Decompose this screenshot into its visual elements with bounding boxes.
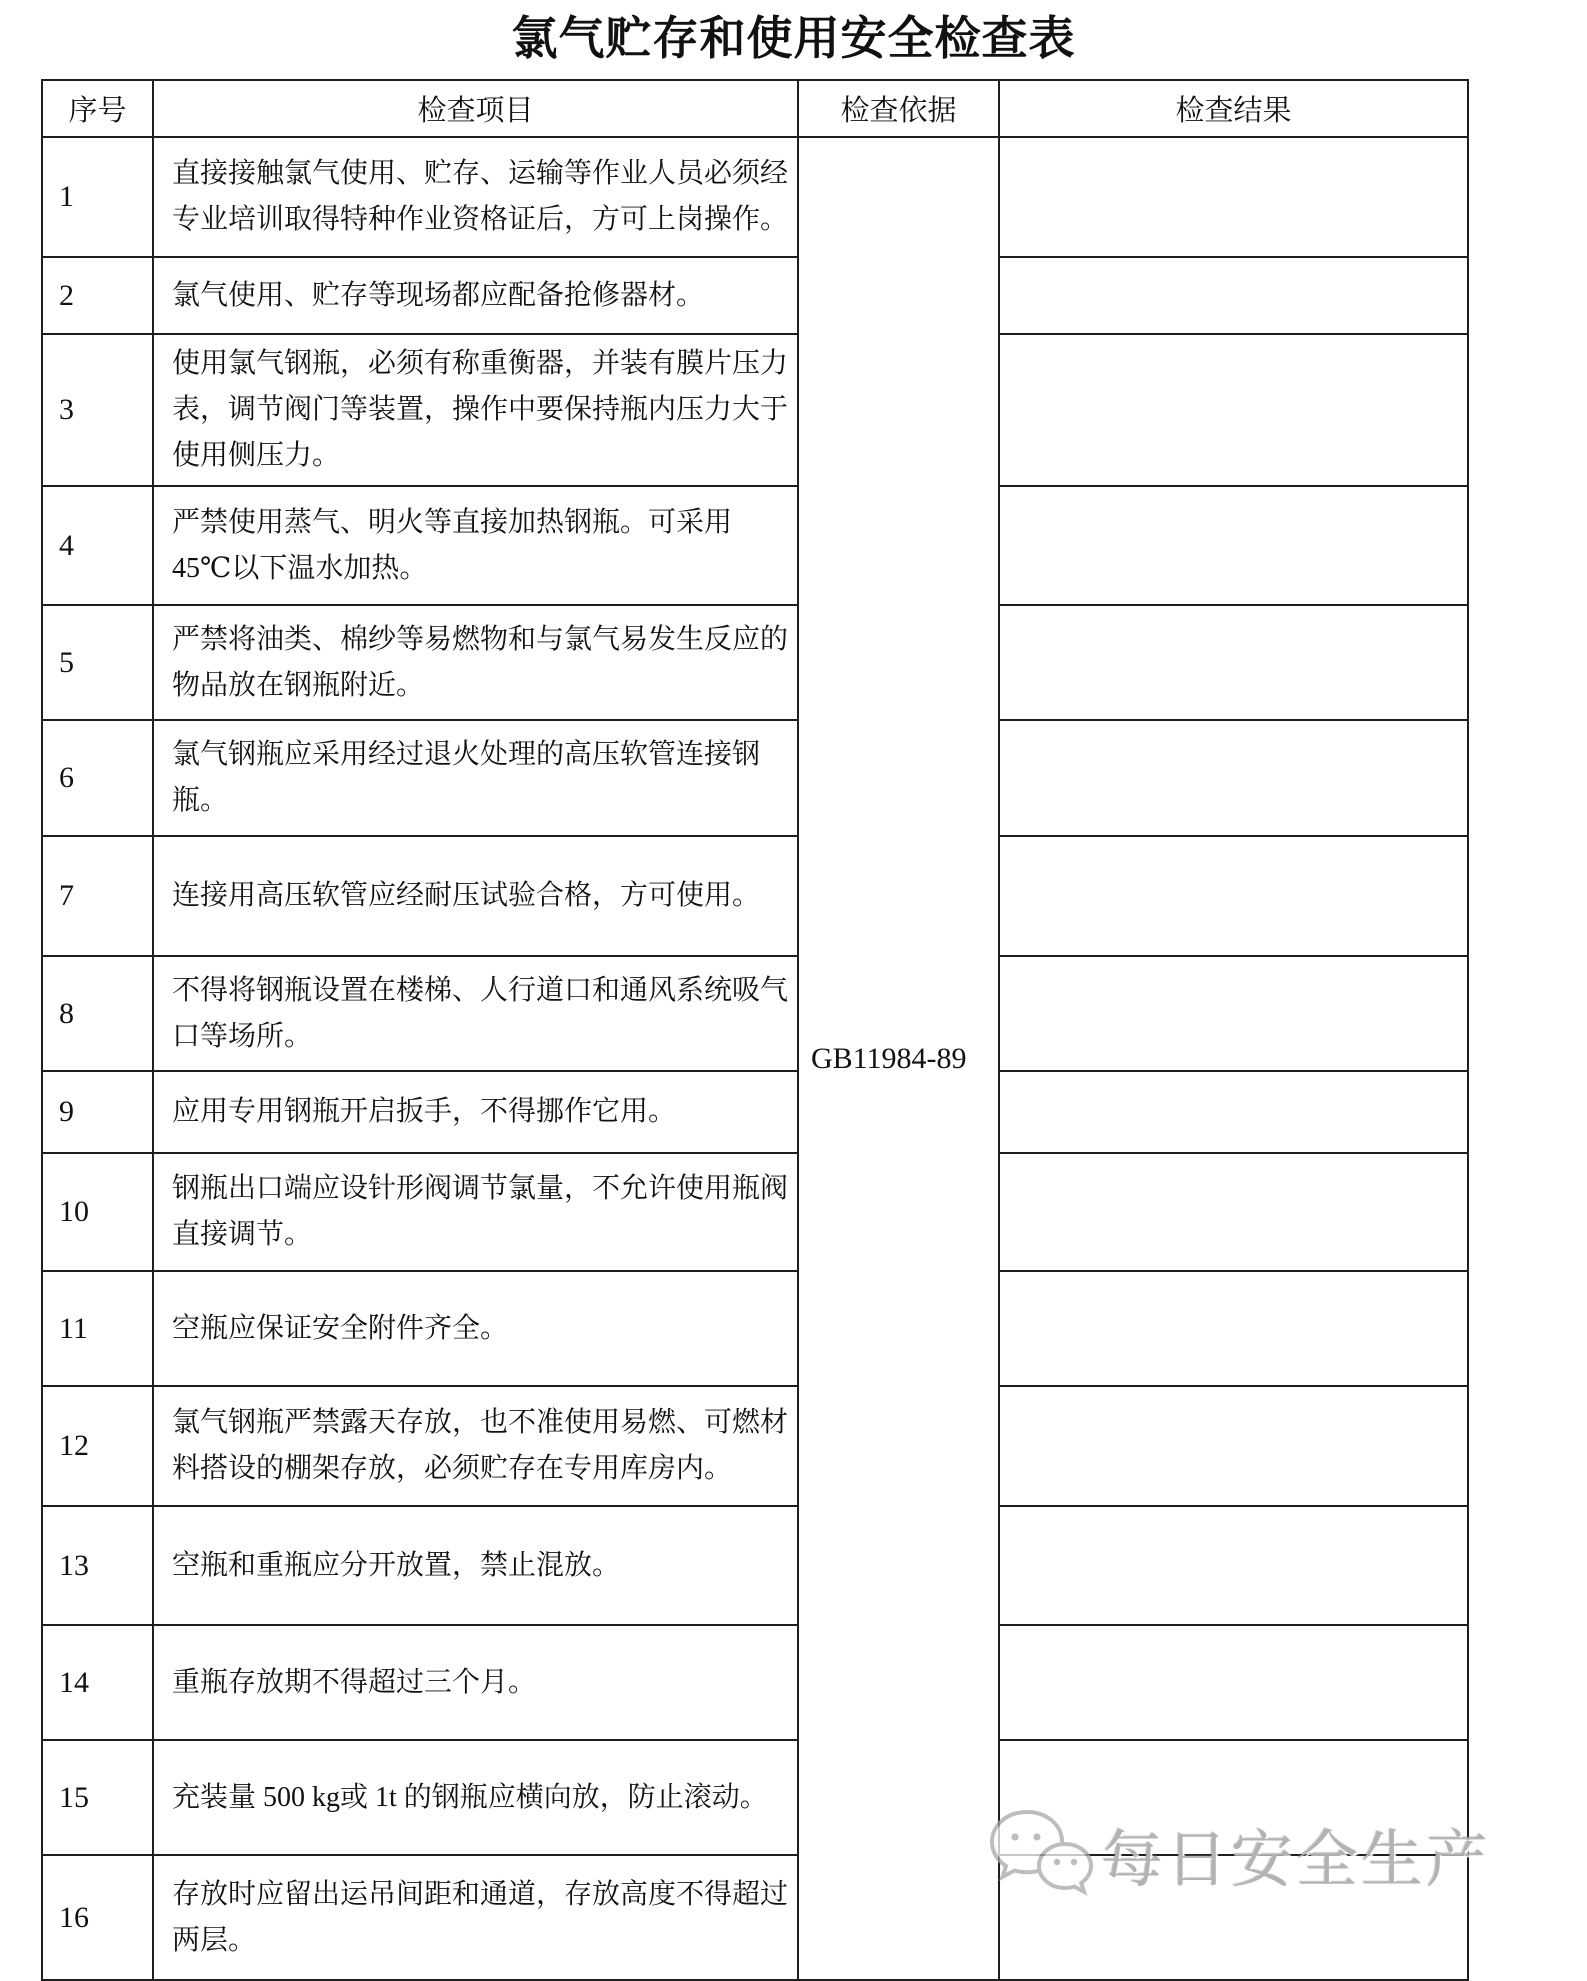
header-row — [42, 80, 1468, 137]
page-title: 氯气贮存和使用安全检查表 — [511, 13, 1076, 64]
row-index-cell: 5 — [42, 605, 153, 720]
col-header-item: 检查项目 — [153, 80, 798, 137]
col-header-result: 检查结果 — [999, 80, 1468, 137]
row-index-cell: 9 — [42, 1071, 153, 1153]
check-item-cell: 充装量 500 kg或 1t 的钢瓶应横向放，防止滚动。 — [153, 1740, 798, 1855]
table-row — [42, 1625, 1468, 1740]
col-header-basis: 检查依据 — [798, 80, 999, 137]
check-result-cell[interactable] — [999, 836, 1468, 956]
check-result-cell[interactable] — [999, 720, 1468, 836]
check-item-cell: 连接用高压软管应经耐压试验合格，方可使用。 — [153, 836, 798, 956]
check-item-cell: 不得将钢瓶设置在楼梯、人行道口和通风系统吸气口等场所。 — [153, 956, 798, 1071]
check-item-cell: 应用专用钢瓶开启扳手，不得挪作它用。 — [153, 1071, 798, 1153]
col-header-index: 序号 — [42, 80, 153, 137]
check-item-cell: 使用氯气钢瓶，必须有称重衡器，并装有膜片压力表，调节阀门等装置，操作中要保持瓶内压力大于使用侧压力。 — [153, 334, 798, 486]
row-index-cell: 8 — [42, 956, 153, 1071]
check-item-cell: 严禁使用蒸气、明火等直接加热钢瓶。可采用 45℃以下温水加热。 — [153, 486, 798, 605]
row-index-cell: 12 — [42, 1386, 153, 1506]
table-row — [42, 334, 1468, 486]
table-row — [42, 137, 1468, 257]
check-result-cell[interactable] — [999, 1386, 1468, 1506]
check-result-cell[interactable] — [999, 1625, 1468, 1740]
check-result-cell[interactable] — [999, 1855, 1468, 1980]
table-row — [42, 720, 1468, 836]
row-index-cell: 1 — [42, 137, 153, 257]
row-index-cell: 4 — [42, 486, 153, 605]
table-row — [42, 1386, 1468, 1506]
row-index-cell: 2 — [42, 257, 153, 334]
check-item-cell: 氯气使用、贮存等现场都应配备抢修器材。 — [153, 257, 798, 334]
table-row — [42, 257, 1468, 334]
inspection-table — [41, 79, 1469, 1981]
check-item-cell: 直接接触氯气使用、贮存、运输等作业人员必须经专业培训取得特种作业资格证后，方可上岗操作。 — [153, 137, 798, 257]
check-item-cell: 存放时应留出运吊间距和通道，存放高度不得超过两层。 — [153, 1855, 798, 1980]
table-row — [42, 1271, 1468, 1386]
check-basis-cell: GB11984-89 — [798, 137, 999, 1980]
check-item-cell: 严禁将油类、棉纱等易燃物和与氯气易发生反应的物品放在钢瓶附近。 — [153, 605, 798, 720]
table-row — [42, 836, 1468, 956]
check-result-cell[interactable] — [999, 1271, 1468, 1386]
watermark-text: 每日安全生产 — [1101, 1827, 1492, 1895]
row-index-cell: 10 — [42, 1153, 153, 1271]
table-row — [42, 486, 1468, 605]
table-row — [42, 1855, 1468, 1980]
table-row — [42, 956, 1468, 1071]
table-row — [42, 1071, 1468, 1153]
row-index-cell: 11 — [42, 1271, 153, 1386]
table-row — [42, 605, 1468, 720]
check-result-cell[interactable] — [999, 486, 1468, 605]
row-index-cell: 16 — [42, 1855, 153, 1980]
table-row — [42, 1506, 1468, 1625]
row-index-cell: 14 — [42, 1625, 153, 1740]
check-item-cell: 氯气钢瓶应采用经过退火处理的高压软管连接钢瓶。 — [153, 720, 798, 836]
row-index-cell: 6 — [42, 720, 153, 836]
check-result-cell[interactable] — [999, 1740, 1468, 1855]
row-index-cell: 3 — [42, 334, 153, 486]
row-index-cell: 15 — [42, 1740, 153, 1855]
check-result-cell[interactable] — [999, 1153, 1468, 1271]
check-result-cell[interactable] — [999, 1071, 1468, 1153]
check-item-cell: 钢瓶出口端应设针形阀调节氯量，不允许使用瓶阀直接调节。 — [153, 1153, 798, 1271]
table-row — [42, 1153, 1468, 1271]
check-item-cell: 重瓶存放期不得超过三个月。 — [153, 1625, 798, 1740]
row-index-cell: 13 — [42, 1506, 153, 1625]
check-result-cell[interactable] — [999, 956, 1468, 1071]
check-result-cell[interactable] — [999, 1506, 1468, 1625]
check-result-cell[interactable] — [999, 257, 1468, 334]
check-result-cell[interactable] — [999, 137, 1468, 257]
row-index-cell: 7 — [42, 836, 153, 956]
check-item-cell: 氯气钢瓶严禁露天存放，也不准使用易燃、可燃材料搭设的棚架存放，必须贮存在专用库房内。 — [153, 1386, 798, 1506]
check-result-cell[interactable] — [999, 605, 1468, 720]
check-result-cell[interactable] — [999, 334, 1468, 486]
table-row — [42, 1740, 1468, 1855]
check-item-cell: 空瓶和重瓶应分开放置，禁止混放。 — [153, 1506, 798, 1625]
check-item-cell: 空瓶应保证安全附件齐全。 — [153, 1271, 798, 1386]
